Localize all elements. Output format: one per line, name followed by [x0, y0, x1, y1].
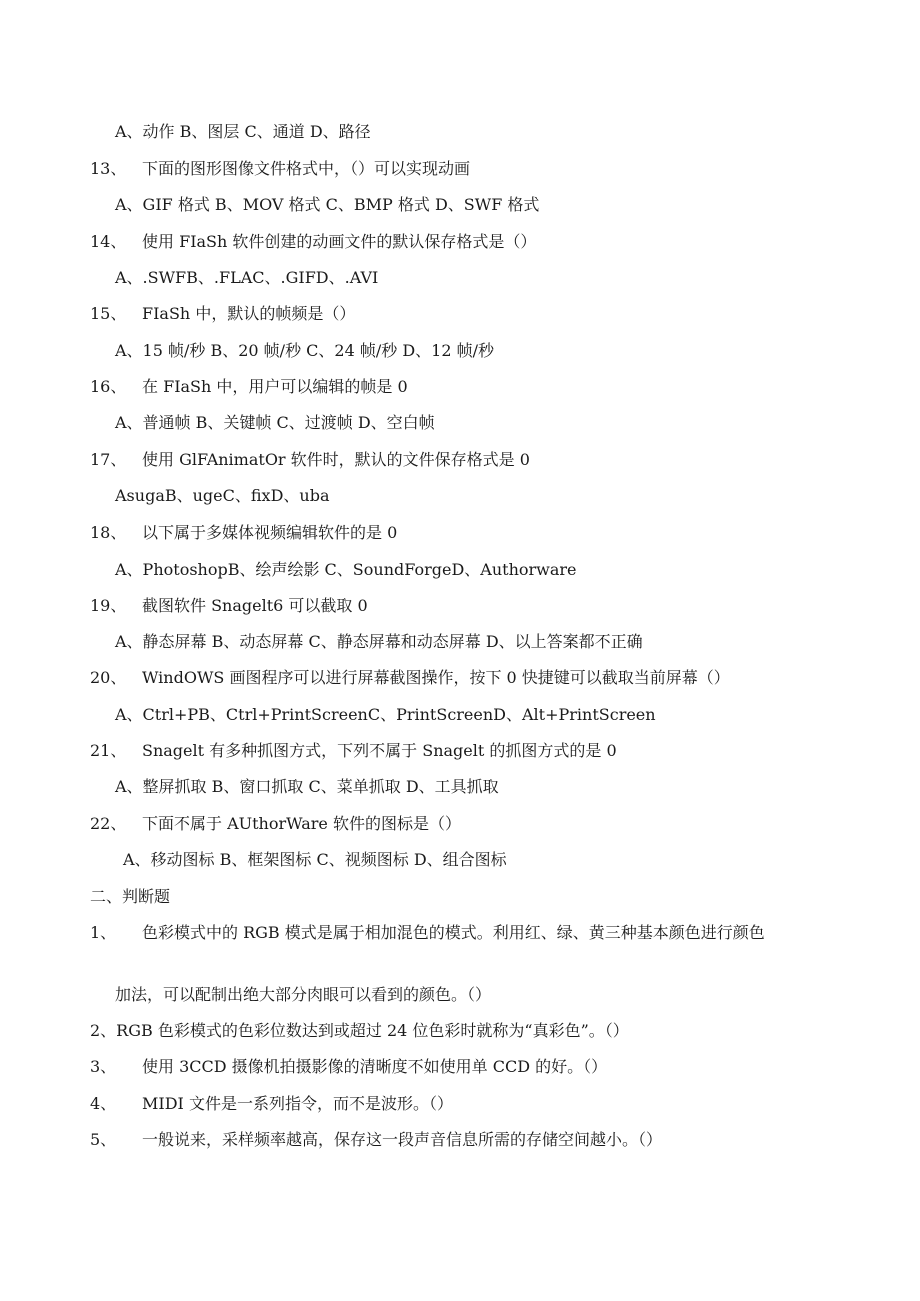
question-line	[90, 668, 730, 688]
question-text: MIDI 文件是一系列指令，而不是波形。（）	[142, 1094, 453, 1113]
question-line	[90, 450, 530, 470]
option-line: A、整屏抓取 B、窗口抓取 C、菜单抓取 D、工具抓取	[115, 777, 499, 796]
question-text: 色彩模式中的 RGB 模式是属于相加混色的模式。利用红、绿、黄三种基本颜色进行颜色	[142, 923, 765, 942]
question-line	[90, 1130, 662, 1150]
question-number: 1、	[90, 923, 117, 942]
question-number: 20、	[90, 668, 127, 687]
question-line: 2、RGB 色彩模式的色彩位数达到或超过 24 位色彩时就称为“真彩色”。（）	[90, 1021, 629, 1040]
question-number: 13、	[90, 159, 127, 178]
question-text: FIaSh 中，默认的帧频是（）	[142, 304, 356, 323]
option-line: A、静态屏幕 B、动态屏幕 C、静态屏幕和动态屏幕 D、以上答案都不正确	[115, 632, 643, 651]
question-number: 3、	[90, 1057, 117, 1076]
question-line	[90, 1094, 453, 1114]
question-text: 下面不属于 AUthorWare 软件的图标是（）	[142, 814, 461, 833]
question-number: 4、	[90, 1094, 117, 1113]
option-line: A、15 帧/秒 B、20 帧/秒 C、24 帧/秒 D、12 帧/秒	[115, 341, 494, 360]
question-line	[90, 596, 368, 616]
option-line: A、.SWFB、.FLAC、.GIFD、.AVI	[115, 268, 379, 287]
question-text: 在 FIaSh 中，用户可以编辑的帧是 0	[142, 377, 408, 396]
question-line	[90, 232, 536, 252]
option-line: A、GIF 格式 B、MOV 格式 C、BMP 格式 D、SWF 格式	[115, 195, 540, 214]
section-heading: 二、判断题	[90, 887, 171, 906]
question-line	[90, 923, 835, 943]
question-text: 截图软件 Snagelt6 可以截取 0	[142, 596, 368, 615]
option-line: A、动作 B、图层 C、通道 D、路径	[115, 122, 371, 141]
question-text: 使用 3CCD 摄像机拍摄影像的清晰度不如使用单 CCD 的好。（）	[142, 1057, 608, 1076]
question-line	[90, 523, 397, 543]
option-line: 加法，可以配制出绝大部分肉眼可以看到的颜色。（）	[115, 985, 492, 1004]
option-line: AsugaB、ugeC、fixD、uba	[115, 486, 330, 505]
question-text: Snagelt 有多种抓图方式，下列不属于 Snagelt 的抓图方式的是 0	[142, 741, 617, 760]
option-line: A、PhotoshopB、绘声绘影 C、SoundForgeD、Authorware	[115, 560, 577, 579]
question-line	[90, 377, 408, 397]
option-line: A、移动图标 B、框架图标 C、视频图标 D、组合图标	[123, 850, 507, 869]
question-number: 22、	[90, 814, 127, 833]
question-number: 17、	[90, 450, 127, 469]
question-number: 18、	[90, 523, 127, 542]
question-line	[90, 159, 470, 179]
question-number: 16、	[90, 377, 127, 396]
question-line	[90, 1057, 607, 1077]
question-number: 14、	[90, 232, 127, 251]
question-text: 使用 GlFAnimatOr 软件时，默认的文件保存格式是 0	[142, 450, 530, 469]
question-line	[90, 741, 617, 761]
question-text: 一般说来，采样频率越高，保存这一段声音信息所需的存储空间越小。（）	[142, 1130, 663, 1149]
option-line: A、普通帧 B、关键帧 C、过渡帧 D、空白帧	[115, 413, 435, 432]
question-text: 下面的图形图像文件格式中，（）可以实现动画	[142, 159, 471, 178]
question-line	[90, 304, 355, 324]
question-number: 19、	[90, 596, 127, 615]
question-line	[90, 814, 461, 834]
question-number: 15、	[90, 304, 127, 323]
question-text: 使用 FIaSh 软件创建的动画文件的默认保存格式是（）	[142, 232, 537, 251]
option-line: A、Ctrl+PB、Ctrl+PrintScreenC、PrintScreenD、Alt+PrintScreen	[115, 705, 656, 724]
question-number: 21、	[90, 741, 127, 760]
question-number: 5、	[90, 1130, 117, 1149]
question-text: 以下属于多媒体视频编辑软件的是 0	[142, 523, 398, 542]
question-text: WindOWS 画图程序可以进行屏幕截图操作，按下 0 快捷键可以截取当前屏幕（）	[142, 668, 730, 687]
